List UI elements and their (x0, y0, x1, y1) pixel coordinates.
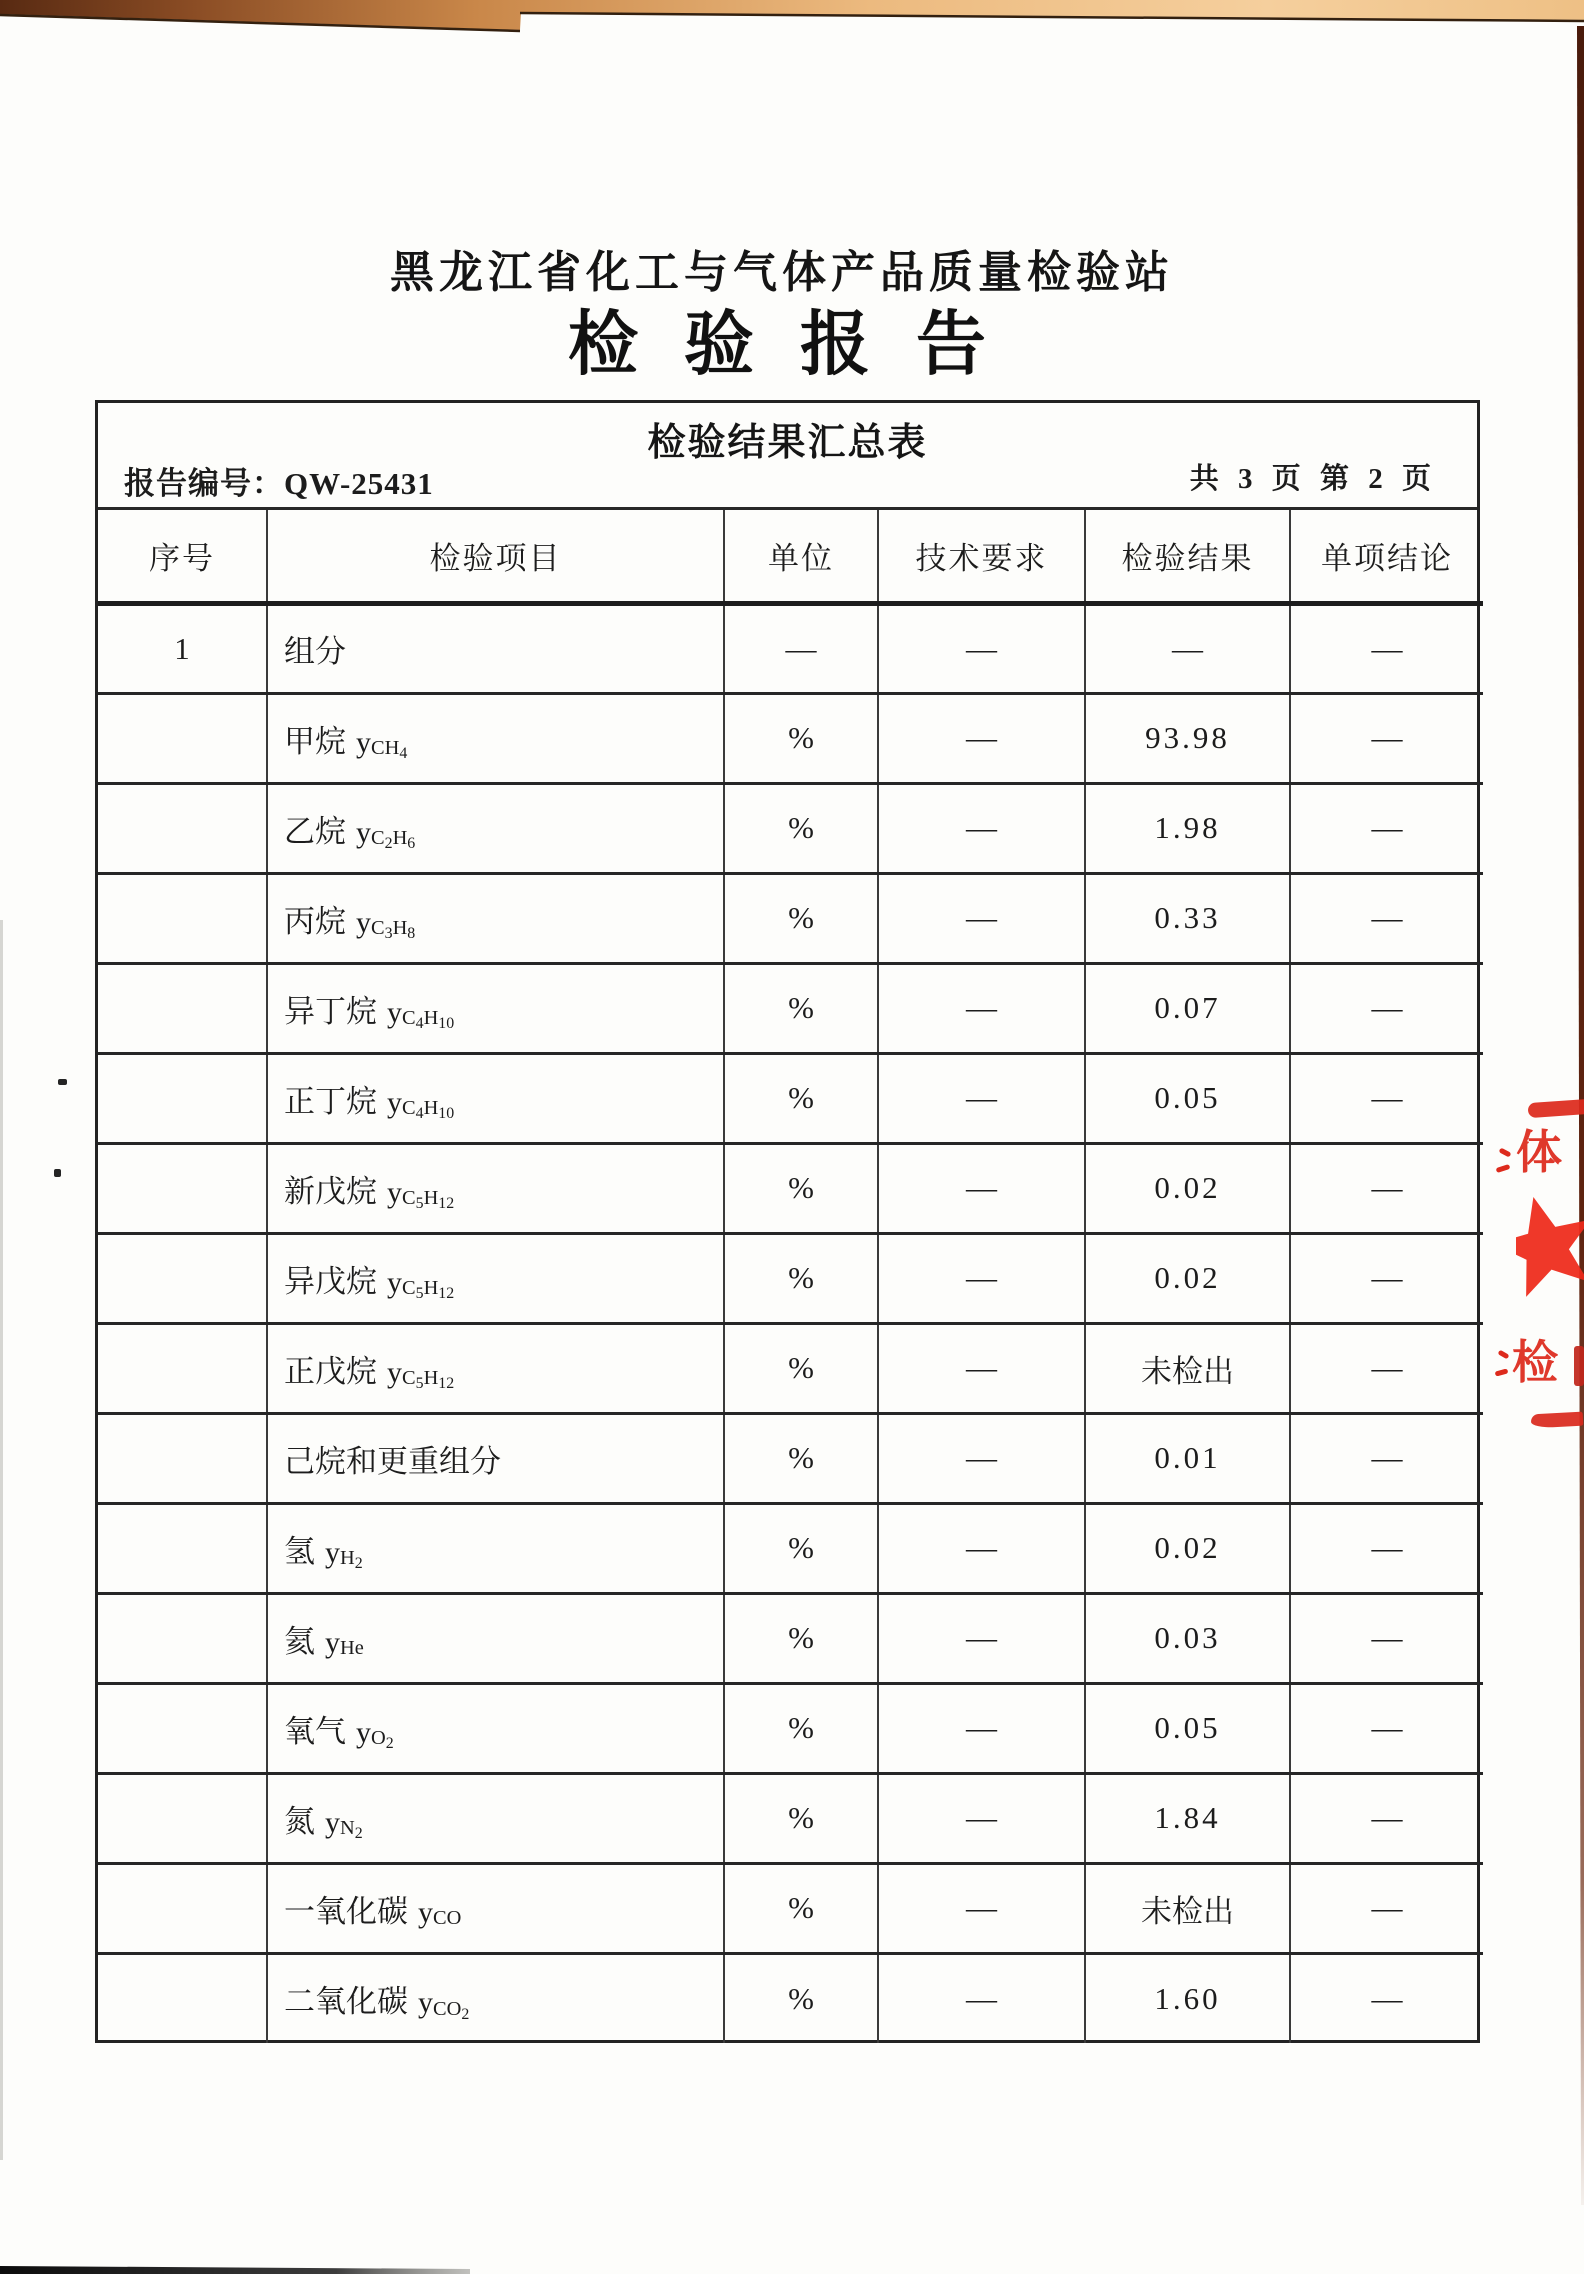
cell-result: — (1085, 603, 1290, 693)
cell-seq (98, 1323, 267, 1413)
table-row (98, 963, 1483, 1053)
table-row (98, 873, 1483, 963)
table-row (98, 1503, 1483, 1593)
item-name: 组分 (284, 634, 346, 669)
cell-conclusion: — (1290, 783, 1483, 873)
report-number (124, 458, 434, 503)
inspection-summary-table (95, 400, 1480, 2043)
cell-item (267, 783, 724, 873)
cell-seq (98, 1773, 267, 1863)
cell-seq (98, 693, 267, 783)
cell-item (267, 1413, 724, 1503)
cell-seq (98, 1503, 267, 1593)
cell-requirement: — (878, 1053, 1085, 1143)
cell-requirement: — (878, 1773, 1085, 1863)
cell-result: 1.84 (1085, 1773, 1290, 1863)
cell-requirement: — (878, 1233, 1085, 1323)
cell-item (267, 1233, 724, 1323)
cell-conclusion: — (1290, 1233, 1483, 1323)
cell-seq (98, 1053, 267, 1143)
table-row (98, 783, 1483, 873)
col-header-item: 检验项目 (267, 510, 724, 603)
cell-requirement: — (878, 963, 1085, 1053)
cell-result: 1.98 (1085, 783, 1290, 873)
cell-unit: % (724, 873, 878, 963)
cell-unit: — (724, 603, 878, 693)
item-formula: yH2 (325, 1535, 363, 1572)
item-formula: yC4H10 (387, 1085, 455, 1122)
item-formula: yC5H12 (387, 1175, 455, 1212)
table-row (98, 693, 1483, 783)
cell-result: 0.02 (1085, 1503, 1290, 1593)
cell-unit: % (724, 963, 878, 1053)
item-name: 正戊烷 (284, 1353, 377, 1389)
seal-partial-stroke (1495, 1368, 1509, 1376)
cell-unit: % (724, 1593, 878, 1683)
cell-conclusion: — (1290, 1503, 1483, 1593)
cell-item (267, 1863, 724, 1953)
cell-requirement: — (878, 1953, 1085, 2043)
item-formula: yC3H8 (356, 905, 416, 942)
cell-result: 93.98 (1085, 693, 1290, 783)
item-formula: yC2H6 (356, 815, 416, 852)
cell-result: 1.60 (1085, 1953, 1290, 2043)
item-name: 氢 (284, 1533, 315, 1569)
table-row (98, 1053, 1483, 1143)
cell-result: 未检出 (1085, 1323, 1290, 1413)
seal-character: 检 (1512, 1337, 1558, 1388)
cell-unit: % (724, 783, 878, 873)
cell-seq (98, 1233, 267, 1323)
cell-item (267, 1953, 724, 2043)
cell-requirement: — (878, 1413, 1085, 1503)
cell-item (267, 1323, 724, 1413)
item-name: 氧气 (284, 1713, 346, 1749)
header-row (98, 510, 1483, 603)
cell-unit: % (724, 1953, 878, 2043)
item-formula: yC5H12 (387, 1265, 455, 1302)
table-caption-subrow (98, 456, 1477, 503)
seal-partial-stroke (1497, 1350, 1509, 1360)
cell-unit: % (724, 1503, 878, 1593)
item-formula: yC5H12 (387, 1355, 455, 1392)
cell-item (267, 1053, 724, 1143)
seal-star-icon (1516, 1196, 1584, 1326)
item-formula: yCH4 (356, 725, 408, 762)
cell-item (267, 603, 724, 693)
item-formula: yCO (418, 1895, 462, 1930)
item-name: 丙烷 (284, 903, 346, 939)
cell-result: 0.02 (1085, 1233, 1290, 1323)
cell-conclusion: — (1290, 1593, 1483, 1683)
ink-speck (58, 1079, 67, 1085)
cell-conclusion: — (1290, 1143, 1483, 1233)
item-formula: yHe (325, 1625, 364, 1660)
cell-conclusion: — (1290, 1863, 1483, 1953)
cell-result: 0.03 (1085, 1593, 1290, 1683)
item-formula: yO2 (356, 1715, 394, 1752)
cell-requirement: — (878, 1683, 1085, 1773)
cell-conclusion: — (1290, 1323, 1483, 1413)
cell-unit: % (724, 1053, 878, 1143)
table-row (98, 1953, 1483, 2043)
cell-item (267, 1773, 724, 1863)
cell-item (267, 1503, 724, 1593)
cell-seq (98, 1953, 267, 2043)
cell-conclusion: — (1290, 1683, 1483, 1773)
table-caption: 检验结果汇总表 (647, 422, 928, 464)
cell-conclusion: — (1290, 693, 1483, 783)
table-row (98, 1593, 1483, 1683)
cell-seq (98, 1593, 267, 1683)
cell-requirement: — (878, 603, 1085, 693)
cell-conclusion: — (1290, 1053, 1483, 1143)
item-name: 一氧化碳 (284, 1893, 408, 1929)
seal-clipped-character (1574, 1346, 1584, 1386)
results-grid (98, 510, 1483, 2043)
cell-result: 0.33 (1085, 873, 1290, 963)
page-indicator: 共 3 页 第 2 页 (1189, 463, 1437, 495)
cell-result: 未检出 (1085, 1863, 1290, 1953)
item-name: 二氧化碳 (284, 1984, 408, 2020)
cell-requirement: — (878, 1593, 1085, 1683)
cell-result: 0.02 (1085, 1143, 1290, 1233)
cell-unit: % (724, 1323, 878, 1413)
item-name: 氮 (284, 1803, 315, 1839)
cell-requirement: — (878, 1143, 1085, 1233)
cell-unit: % (724, 1863, 878, 1953)
report-title: 检验报告 (568, 307, 1032, 384)
cell-item (267, 1143, 724, 1233)
cell-unit: % (724, 1683, 878, 1773)
organization-title: 黑龙江省化工与气体产品质量检验站 (390, 248, 1174, 297)
cell-requirement: — (878, 783, 1085, 873)
col-header-conclusion: 单项结论 (1290, 510, 1483, 603)
table-row (98, 1773, 1483, 1863)
cell-conclusion: — (1290, 1773, 1483, 1863)
cell-conclusion: — (1290, 1413, 1483, 1503)
cell-requirement: — (878, 1323, 1085, 1413)
seal-character: 体 (1516, 1127, 1562, 1178)
table-body (98, 603, 1483, 2043)
report-number-value: QW-25431 (284, 466, 434, 501)
cell-unit: % (724, 693, 878, 783)
cell-item (267, 1683, 724, 1773)
table-row (98, 1143, 1483, 1233)
cell-requirement: — (878, 693, 1085, 783)
cell-seq (98, 1413, 267, 1503)
item-formula: yC4H10 (387, 995, 455, 1032)
cell-unit: % (724, 1773, 878, 1863)
col-header-seq: 序号 (98, 510, 267, 603)
seal-stroke-icon (1531, 1412, 1584, 1429)
col-header-unit: 单位 (724, 510, 878, 603)
item-name: 己烷和更重组分 (284, 1443, 501, 1479)
ink-speck (54, 1169, 61, 1177)
seal-partial-stroke (1496, 1164, 1511, 1173)
table-row (98, 1413, 1483, 1503)
cell-seq (98, 1863, 267, 1953)
cell-result: 0.05 (1085, 1053, 1290, 1143)
cell-item (267, 693, 724, 783)
table-row (98, 1863, 1483, 1953)
cell-result: 0.01 (1085, 1413, 1290, 1503)
cell-conclusion: — (1290, 603, 1483, 693)
cell-result: 0.05 (1085, 1683, 1290, 1773)
item-formula: yCO2 (418, 1986, 470, 2023)
cell-conclusion: — (1290, 873, 1483, 963)
cell-unit: % (724, 1233, 878, 1323)
cell-seq (98, 873, 267, 963)
table-row (98, 603, 1483, 693)
cell-item (267, 963, 724, 1053)
item-name: 新戊烷 (284, 1173, 377, 1209)
col-header-result: 检验结果 (1085, 510, 1290, 603)
item-name: 异戊烷 (284, 1263, 377, 1299)
cell-conclusion: — (1290, 1953, 1483, 2043)
seal-stroke-icon (1528, 1099, 1584, 1118)
cell-conclusion: — (1290, 963, 1483, 1053)
table-caption-block (98, 403, 1477, 510)
cell-unit: % (724, 1143, 878, 1233)
cell-requirement: — (878, 873, 1085, 963)
item-name: 正丁烷 (284, 1083, 377, 1119)
cell-item (267, 1593, 724, 1683)
col-header-requirement: 技术要求 (878, 510, 1085, 603)
cell-result: 0.07 (1085, 963, 1290, 1053)
item-name: 氦 (284, 1623, 315, 1659)
cell-seq (98, 1683, 267, 1773)
cell-item (267, 873, 724, 963)
cell-requirement: — (878, 1503, 1085, 1593)
item-name: 甲烷 (284, 723, 346, 759)
table-row (98, 1323, 1483, 1413)
cell-requirement: — (878, 1863, 1085, 1953)
cell-seq (98, 783, 267, 873)
cell-seq: 1 (98, 603, 267, 693)
cell-seq (98, 1143, 267, 1233)
item-name: 异丁烷 (284, 993, 377, 1029)
seal-partial-stroke (1499, 1147, 1512, 1157)
table-row (98, 1683, 1483, 1773)
item-formula: yN2 (325, 1805, 363, 1842)
cell-seq (98, 963, 267, 1053)
item-name: 乙烷 (284, 813, 346, 849)
cell-unit: % (724, 1413, 878, 1503)
table-row (98, 1233, 1483, 1323)
report-number-label: 报告编号： (124, 466, 284, 501)
